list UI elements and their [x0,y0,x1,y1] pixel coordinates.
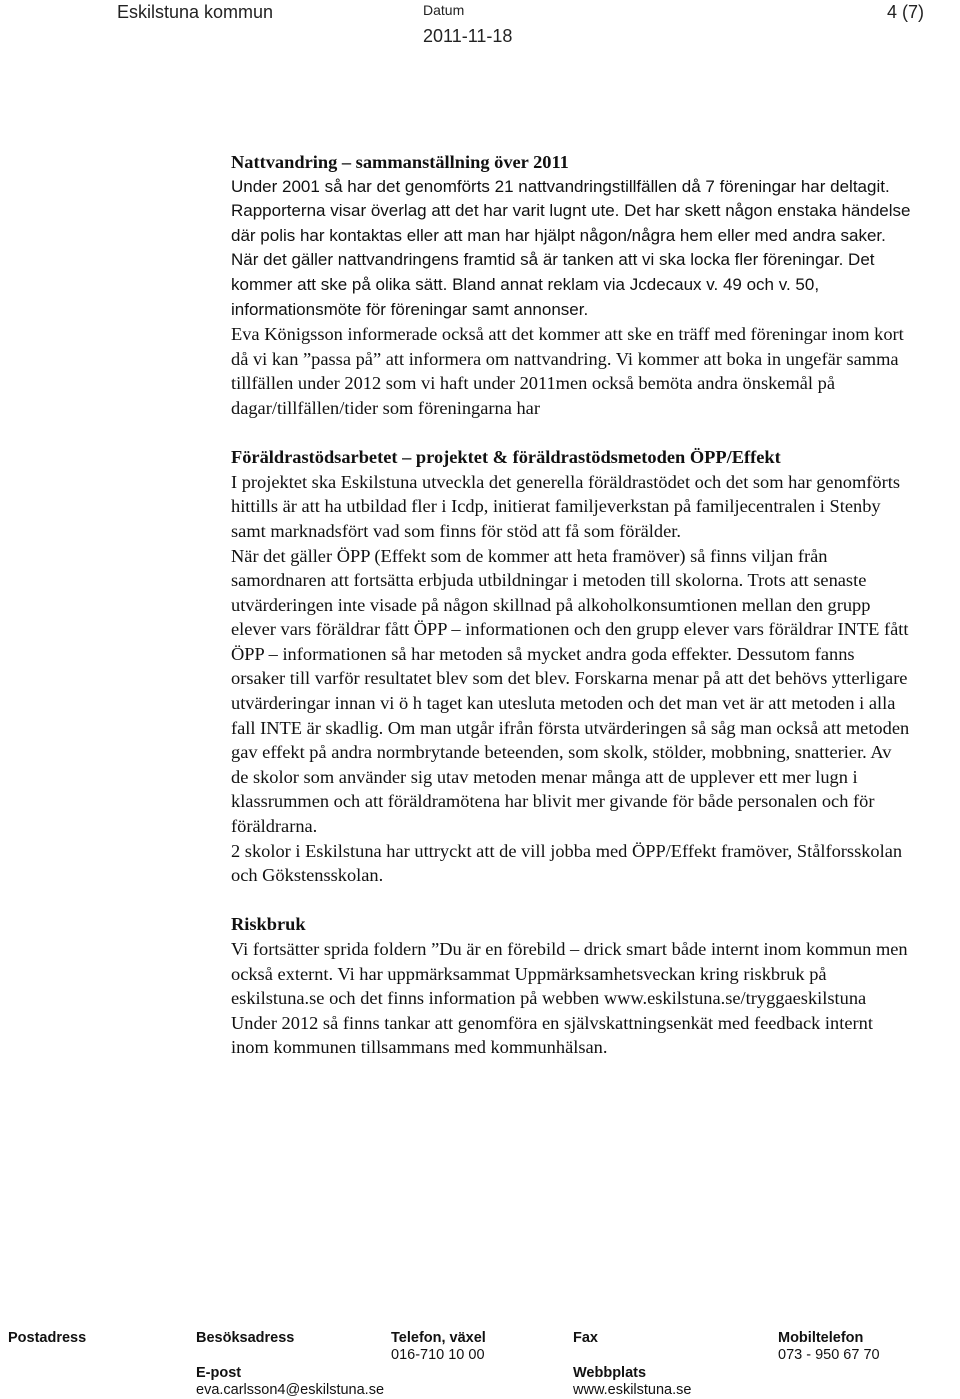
mobil-label: Mobiltelefon [778,1330,864,1346]
section-heading: Föräldrastödsarbetet – projektet & föräldrastödsmetoden ÖPP/Effekt [231,447,781,468]
telefon-value: 016-710 10 00 [391,1347,485,1363]
paragraph: När det gäller nattvandringens framtid så är tanken att vi ska locka fler föreningar. Det kommer att ske på olika sätt. Bland annat reklam via Jcdecaux v. 49 och v. 50, informationsmöte för föreningar samt annonser. [231,250,875,319]
page-footer [0,1327,960,1399]
paragraph: I projektet ska Eskilstuna utveckla det generella föräldrastödet och det som har genomförts hittills är att ha utbildad fler i Icdp, initierat familjeverkstan på familjecentralen i Stenby samt marknadsfört vad som finns för stöd att få som förälder. [231,471,900,541]
webbplats-label: Webbplats [573,1365,647,1381]
organization-name: Eskilstuna kommun [117,2,274,22]
paragraph: Under 2001 så har det genomförts 21 nattvandringstillfällen då 7 föreningar har deltagit. Rapporterna visar överlag att det har varit lugnt ute. Det har skett någon enstaka händelse där polis har kontaktas eller att man har hjälpt någon/några hem eller med andra saker. [231,176,911,245]
webbplats-link[interactable]: www.eskilstuna.se [573,1382,692,1398]
mobil-value: 073 - 950 67 70 [778,1347,880,1363]
epost-label: E-post [196,1365,242,1381]
section-nattvandring [231,150,911,421]
section-foraldrastod [231,445,911,888]
fax-label: Fax [573,1330,598,1346]
paragraph: Vi fortsätter sprida foldern ”Du är en förebild – drick smart både internt inom kommun men också externt. Vi har uppmärksammat Uppmärksamhetsveckan kring riskbruk på eskilstuna.se och det finns information på webben www.eskilstuna.se/tryggaeskilstuna [231,939,908,1009]
section-heading: Riskbruk [231,914,306,935]
paragraph: 2 skolor i Eskilstuna har uttryckt att de vill jobba med ÖPP/Effekt framöver, Stålforsskolan och Gökstensskolan. [231,840,903,886]
besoksadress-label: Besöksadress [196,1330,295,1346]
section-riskbruk [231,912,911,1060]
date-value: 2011-11-18 [423,26,513,46]
document-body [231,150,911,1060]
postadress-label: Postadress [8,1330,87,1346]
paragraph: Under 2012 så finns tankar att genomföra en självskattningsenkät med feedback internt inom kommunen tillsammans med kommunhälsan. [231,1012,873,1058]
telefon-label: Telefon, växel [391,1330,486,1346]
paragraph: När det gäller ÖPP (Effekt som de kommer att heta framöver) så finns viljan från samordnaren att fortsätta erbjuda utbildningar i metoden till skolorna. Trots att senaste utvärderingen inte visade på någon skillnad på alkoholkonsumtionen mellan den grupp elever vars föräldrar fått ÖPP – informationen och den grupp elever vars föräldrar INTE fått ÖPP – informationen så har metoden så mycket andra goda effekter. Dessutom fanns orsaker till varför resultatet blev som det blev. Forskarna menar på att det behövs ytterligare utvärderingar innan vi ö h taget kan utesluta metoden och det man vet är att metoden i alla fall INTE är skadlig. Om man utgår ifrån första utvärderingen så såg man också att metoden gav effekt på andra normbrytande beteenden, som skolk, stölder, mobbning, snatterier. Av de skolor som använder sig utav metoden menar många att de upplever ett mer lugn i klassrummen och att föräldramötena har blivit mer givande för både personalen och för föräldrarna. [231,545,910,837]
date-label: Datum [423,2,465,18]
paragraph: Eva Königsson informerade också att det kommer att ske en träff med föreningar inom kort då vi kan ”passa på” att informera om nattvandring. Vi kommer att boka in ungefär samma tillfällen under 2012 som vi haft under 2011men också bemöta andra önskemål på dagar/tillfällen/tider som föreningarna har [231,324,904,418]
epost-link[interactable]: eva.carlsson4@eskilstuna.se [196,1382,385,1398]
page-number: 4 (7) [887,2,925,22]
section-heading: Nattvandring – sammanställning över 2011 [231,152,569,172]
